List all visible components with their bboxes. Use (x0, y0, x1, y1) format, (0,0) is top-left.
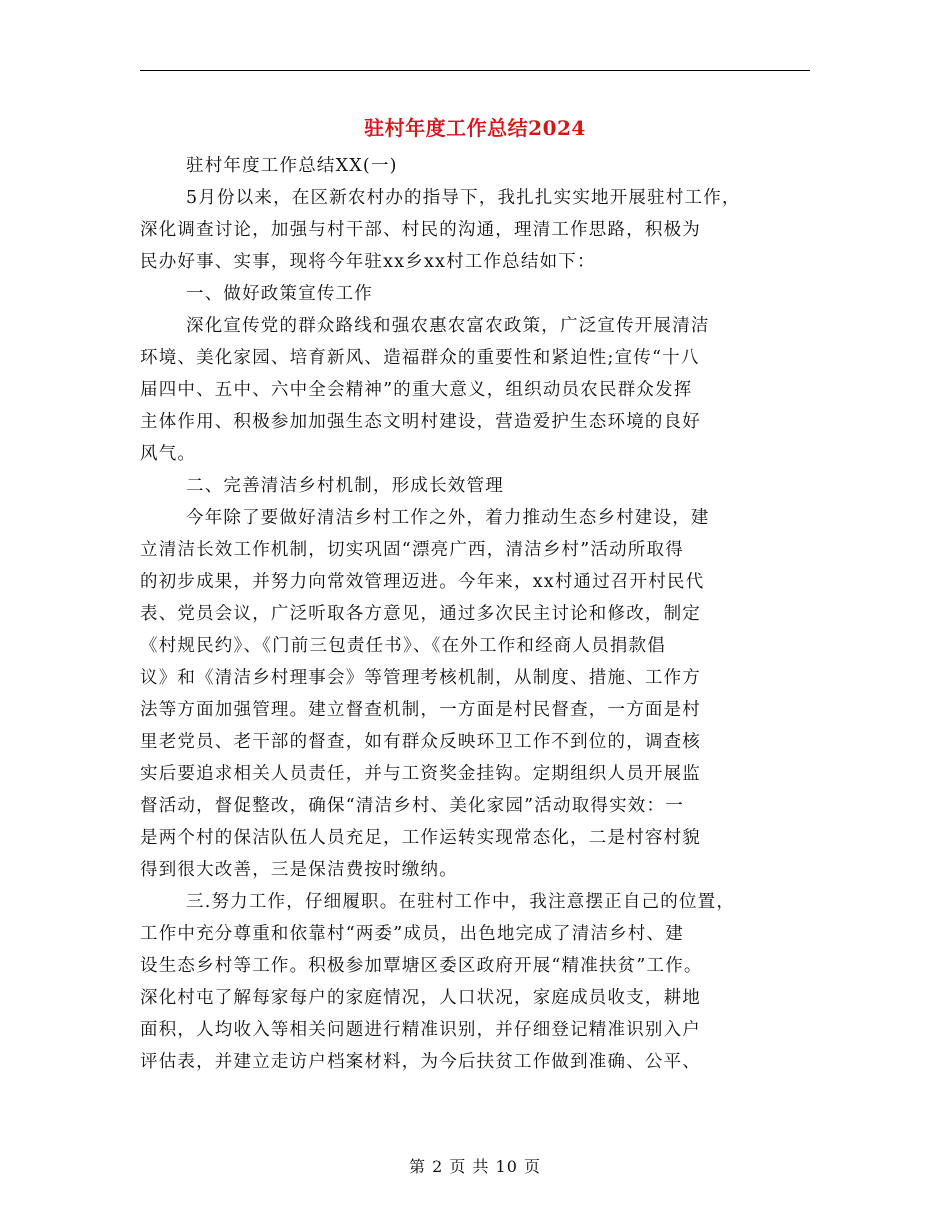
text-line: 驻村年度工作总结XX(一) (186, 156, 398, 176)
text-line: 实后要追求相关人员责任，并与工资奖金挂钩。定期组织人员开展监 (140, 764, 701, 784)
text-line: 立清洁长效工作机制，切实巩固“漂亮广西，清洁乡村”活动所取得 (140, 540, 684, 560)
document-title: 驻村年度工作总结2024 (364, 116, 586, 140)
document-body (140, 150, 830, 1078)
text-line: 5月份以来，在区新农村办的指导下，我扎扎实实地开展驻村工作， (186, 188, 741, 208)
text-line: 民办好事、实事，现将今年驻xx乡xx村工作总结如下： (140, 252, 596, 272)
text-line: 二、完善清洁乡村机制，形成长效管理 (186, 476, 504, 496)
text-line: 是两个村的保洁队伍人员充足，工作运转实现常态化，二是村容村貌 (140, 828, 701, 848)
text-line: 主体作用、积极参加加强生态文明村建设，营造爱护生态环境的良好 (140, 412, 701, 432)
text-line: 《村规民约》、《门前三包责任书》、《在外工作和经商人员捐款倡 (140, 636, 666, 656)
text-line: 环境、美化家园、培育新风、造福群众的重要性和紧迫性;宣传“十八 (140, 348, 700, 368)
text-line: 深化宣传党的群众路线和强农惠农富农政策，广泛宣传开展清洁 (186, 316, 710, 336)
text-line: 面积，人均收入等相关问题进行精准识别，并仔细登记精准识别入户 (140, 1020, 701, 1040)
text-line: 督活动，督促整改，确保“清洁乡村、美化家园”活动取得实效：一 (140, 796, 684, 816)
text-line: 里老党员、老干部的督查，如有群众反映环卫工作不到位的，调查核 (140, 732, 701, 752)
header-rule (140, 70, 810, 71)
text-line: 的初步成果，并努力向常效管理迈进。今年来，xx村通过召开村民代 (140, 572, 705, 592)
text-line: 得到很大改善，三是保洁费按时缴纳。 (140, 860, 458, 880)
text-line: 深化调查讨论，加强与村干部、村民的沟通，理清工作思路，积极为 (140, 220, 701, 240)
text-line: 三.努力工作，仔细履职。在驻村工作中，我注意摆正自己的位置， (186, 892, 736, 912)
text-line: 法等方面加强管理。建立督查机制，一方面是村民督查，一方面是村 (140, 700, 701, 720)
text-line: 评估表，并建立走访户档案材料，为今后扶贫工作做到准确、公平、 (140, 1052, 701, 1072)
text-line: 风气。 (140, 444, 197, 464)
text-line: 今年除了要做好清洁乡村工作之外，着力推动生态乡村建设，建 (186, 508, 710, 528)
text-line: 议》和《清洁乡村理事会》等管理考核机制，从制度、措施、工作方 (140, 668, 701, 688)
text-line: 设生态乡村等工作。积极参加覃塘区委区政府开展“精准扶贫”工作。 (140, 956, 703, 976)
text-line: 届四中、五中、六中全会精神”的重大意义，组织动员农民群众发挥 (140, 380, 693, 400)
text-line: 表、党员会议，广泛听取各方意见，通过多次民主讨论和修改，制定 (140, 604, 701, 624)
text-line: 深化村屯了解每家每户的家庭情况，人口状况，家庭成员收支，耕地 (140, 988, 701, 1008)
text-line: 工作中充分尊重和依靠村“两委”成员，出色地完成了清洁乡村、建 (140, 924, 684, 944)
text-line: 一、做好政策宣传工作 (186, 284, 373, 304)
page-number: 第 2 页 共 10 页 (409, 1157, 541, 1176)
